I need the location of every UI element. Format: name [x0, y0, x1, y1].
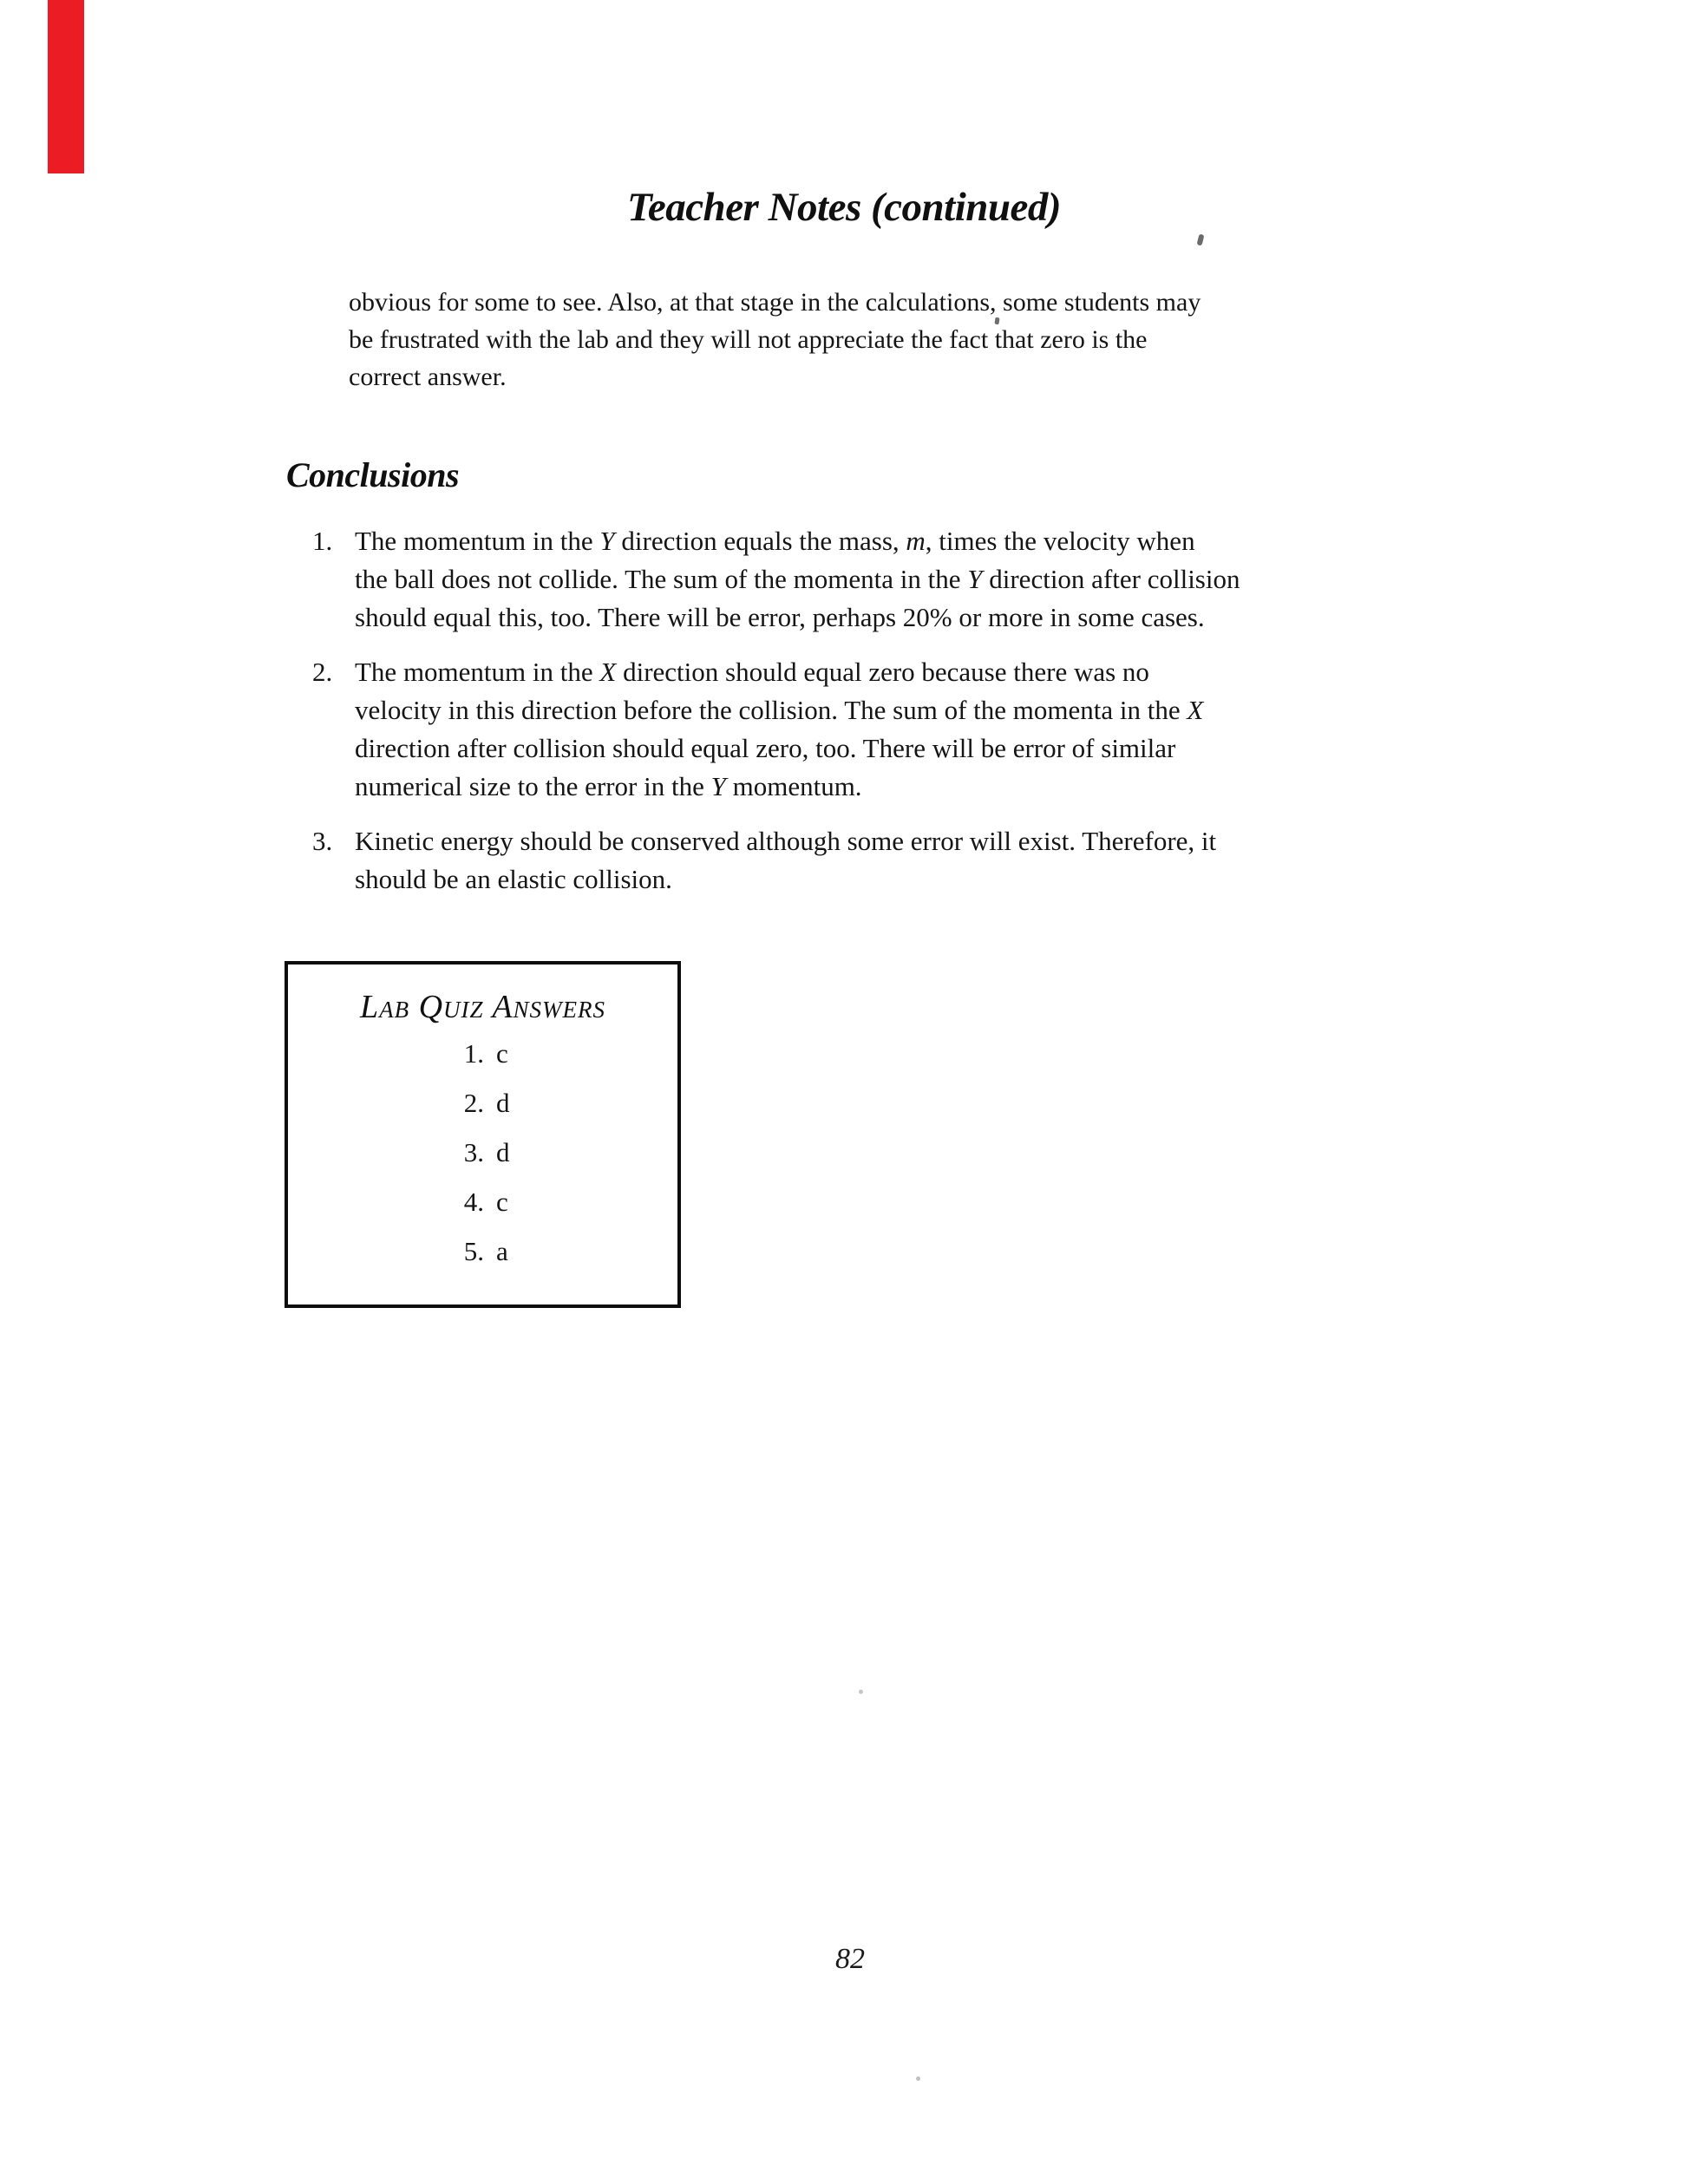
quiz-answer-row-4	[453, 1187, 677, 1216]
quiz-answer-letter: c	[496, 1038, 508, 1069]
conclusion-item-1	[312, 522, 1405, 637]
conclusions-list	[312, 522, 1405, 915]
quiz-answer-row-5	[453, 1237, 677, 1265]
scan-speck	[1197, 233, 1205, 245]
quiz-answer-row-2	[453, 1089, 677, 1117]
page-number: 82	[835, 1943, 865, 1975]
list-item-number: 3.	[312, 826, 333, 856]
text-line: The momentum in the X direction should equal zero because there was no	[355, 657, 1149, 687]
text-line: the ball does not collide. The sum of the momenta in the Y direction after collision	[355, 564, 1240, 594]
text-line: should equal this, too. There will be error, perhaps 20% or more in some cases.	[355, 602, 1205, 632]
quiz-answers-list	[288, 1039, 677, 1265]
lab-quiz-answers-box	[285, 961, 681, 1308]
red-margin-mark	[48, 0, 84, 173]
list-item-number: 2.	[312, 657, 333, 687]
scan-speck	[916, 2076, 920, 2081]
list-item-number: 1.	[312, 526, 333, 556]
text-line: correct answer.	[349, 363, 507, 391]
list-item-text	[355, 522, 1405, 637]
conclusion-item-2	[312, 653, 1405, 806]
quiz-answer-letter: a	[496, 1236, 508, 1266]
quiz-answer-number: 1.	[463, 1038, 484, 1069]
quiz-answer-number: 3.	[463, 1137, 484, 1167]
quiz-answer-row-3	[453, 1138, 677, 1167]
text-line: numerical size to the error in the Y momentum.	[355, 771, 862, 801]
text-line: velocity in this direction before the collision. The sum of the momenta in the X	[355, 695, 1204, 725]
text-line: direction after collision should equal zero, too. There will be error of similar	[355, 733, 1176, 763]
text-line: Kinetic energy should be conserved although some error will exist. Therefore, it	[355, 826, 1217, 856]
conclusions-heading: Conclusions	[286, 455, 460, 494]
text-line: be frustrated with the lab and they will not appreciate the fact that zero is the	[349, 325, 1148, 354]
page-title: Teacher Notes (continued)	[626, 185, 1062, 230]
quiz-box-title: Lab Quiz Answers	[359, 989, 606, 1025]
intro-paragraph	[349, 284, 1201, 396]
quiz-answer-number: 4.	[463, 1187, 484, 1217]
quiz-answer-number: 5.	[463, 1236, 484, 1266]
list-item-text	[355, 653, 1405, 806]
quiz-answer-letter: c	[496, 1187, 508, 1217]
list-item-text	[355, 822, 1405, 899]
quiz-answer-row-1	[453, 1039, 677, 1068]
quiz-answer-number: 2.	[463, 1088, 484, 1118]
text-line: should be an elastic collision.	[355, 864, 672, 894]
text-line: The momentum in the Y direction equals the mass, m, times the velocity when	[355, 526, 1195, 556]
scan-speck	[859, 1690, 863, 1694]
quiz-answer-letter: d	[496, 1088, 510, 1118]
conclusion-item-3	[312, 822, 1405, 899]
text-line: obvious for some to see. Also, at that stage in the calculations, some students may	[349, 288, 1201, 317]
quiz-answer-letter: d	[496, 1137, 510, 1167]
